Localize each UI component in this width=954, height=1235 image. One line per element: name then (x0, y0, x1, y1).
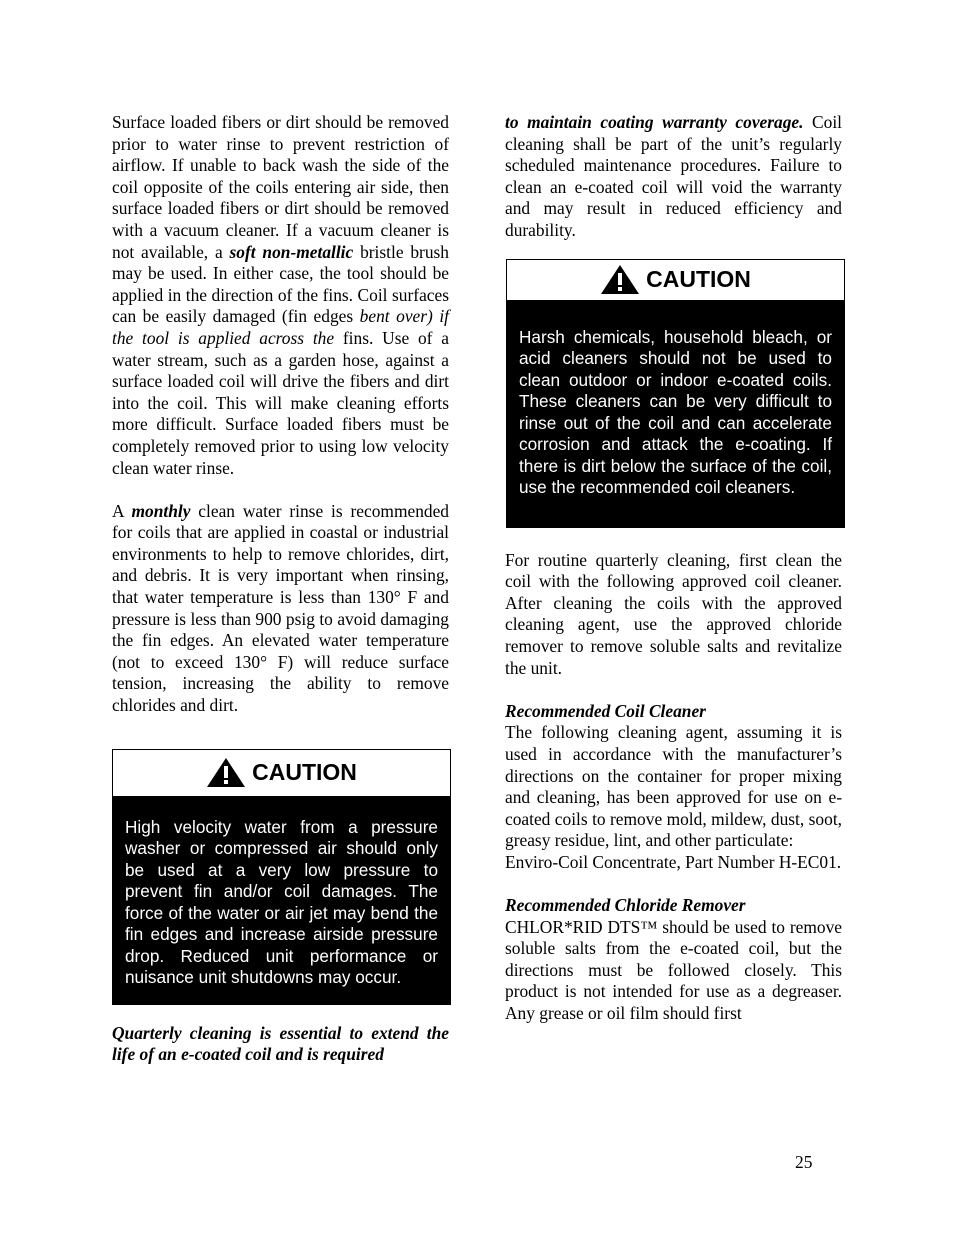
caution-title: CAUTION (646, 265, 751, 292)
chloride-remover-heading: Recommended Chloride Remover (505, 895, 746, 916)
page-number: 25 (795, 1152, 813, 1172)
warning-triangle-icon (600, 264, 640, 295)
surface-fibers-paragraph: Surface loaded fibers or dirt should be removed prior to water rinse to prevent restriction of airflow. If unable to back wash the side of the coil opposite of the coils entering air side, then surface loaded fibers or dirt should be removed with a vacuum cleaner. If a vacuum cleaner is not available, a soft non-metallic bristle brush may be used. In either case, the tool should be applied in the direction of the fins. Coil surfaces can be easily damaged (fin edges bent over) if the tool is applied across the fins. Use of a water stream, such as a garden hose, against a surface loaded coil will drive the fibers and dirt into the coil. This will make cleaning efforts more difficult. Surface loaded fibers must be completely removed prior to using low velocity clean water rinse. (112, 112, 450, 478)
routine-cleaning-paragraph: For routine quarterly cleaning, first clean the coil with the following approved coil cleaner. After cleaning the coils with the approved cleaning agent, use the approved chloride remover to remove soluble salts and revitalize the unit. (505, 549, 842, 678)
caution-text: High velocity water from a pressure washer or compressed air should only be used at a very low pressure to prevent fin and/or coil damages. The force of the water or air jet may bend the fin edges and increase airside pressure drop. Reduced unit performance or nuisance unit shutdowns may occur. (125, 816, 438, 988)
quarterly-cleaning-paragraph: Quarterly cleaning is essential to extend the life of an e-coated coil and is required (112, 1022, 449, 1065)
bent-over-emphasis: bent over) if the tool is applied across the (112, 306, 449, 348)
caution-title: CAUTION (252, 758, 357, 785)
soft-non-metallic-emphasis: soft non-metallic (229, 241, 354, 262)
right-column (505, 112, 842, 1025)
monthly-emphasis: monthly (131, 500, 191, 521)
chloride-remover-body: CHLOR*RID DTS™ should be used to remove soluble salts from the e-coated coil, but the directions must be followed closely. This product is not intended for use as a degreaser. Any grease or oil film should first (505, 916, 842, 1024)
coil-cleaner-section (505, 701, 842, 874)
caution-header (113, 750, 450, 796)
caution-header (507, 260, 844, 300)
monthly-rinse-paragraph: A monthly clean water rinse is recommended for coils that are applied in coastal or industrial environments to help to remove chlorides, dirt, and debris. It is very important when rinsing, that water temperature is less than 130° F and pressure is less than 900 psig to avoid damaging the fin edges. An elevated water temperature (not to exceed 130° F) will reduce surface tension, increasing the ability to remove chlorides and dirt. (112, 500, 450, 716)
left-column (112, 112, 449, 1066)
coil-cleaner-product: Enviro-Coil Concentrate, Part Number H-EC01. (505, 851, 842, 872)
warranty-emphasis: to maintain coating warranty coverage. (505, 112, 804, 132)
coil-cleaner-heading: Recommended Coil Cleaner (505, 700, 706, 721)
caution-text: Harsh chemicals, household bleach, or acid cleaners should not be used to clean outdoor or indoor e-coated coils. These cleaners can be very difficult to rinse out of the coil and can accelerate corrosion and attack the e-coating. If there is dirt below the surface of the coil, use the recommended coil cleaners. (519, 326, 832, 498)
warning-triangle-icon (206, 757, 246, 788)
coil-cleaner-body: The following cleaning agent, assuming it is used in accordance with the manufacturer’s directions on the container for proper mixing and cleaning, has been approved for use on e-coated coils to remove mold, mildew, dust, soot, greasy residue, lint, and other particulate: (505, 722, 842, 851)
caution-box-pressure (112, 749, 451, 1005)
warranty-paragraph: to maintain coating warranty coverage. Coil cleaning shall be part of the unit’s regularly scheduled maintenance procedures. Failure to clean an e-coated coil will void the warranty and may result in reduced efficiency and durability. (505, 112, 842, 240)
caution-box-chemicals (506, 259, 845, 528)
chloride-remover-section (505, 895, 842, 1025)
